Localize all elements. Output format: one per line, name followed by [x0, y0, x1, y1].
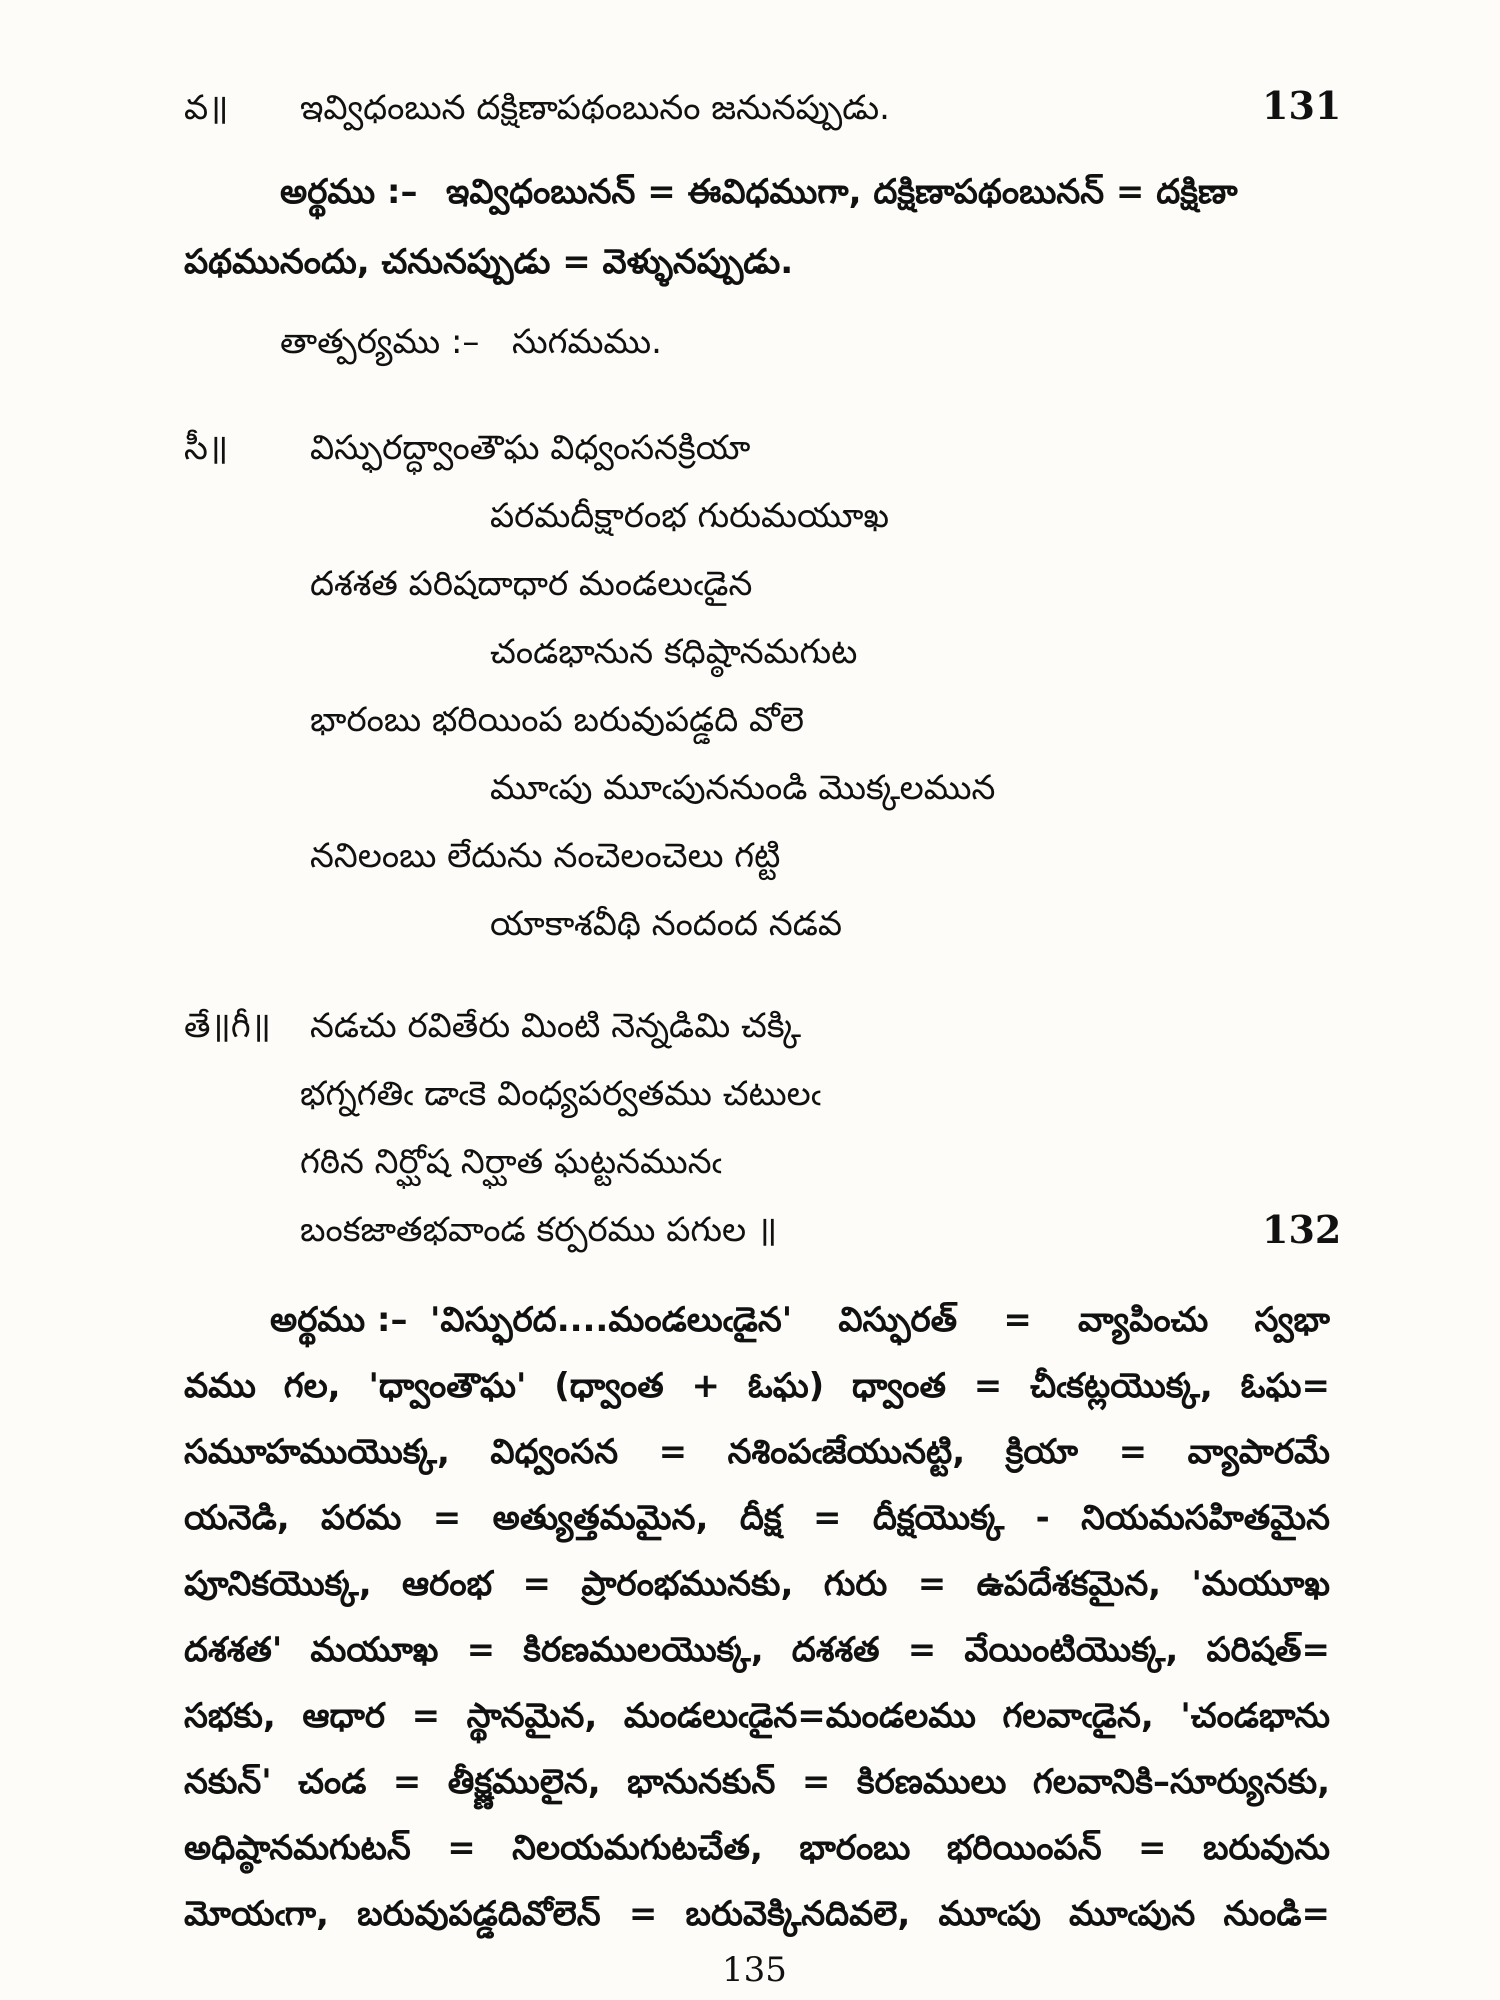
meaning-line-2-3: సమూహముయొక్క, విధ్వంసన = నశింపఁజేయునట్టి, క్రియా = వ్యాపారమే: [184, 1432, 1330, 1472]
vachana-text: ఇవ్విధంబున దక్షిణాపథంబునం జనునప్పుడు.: [300, 88, 890, 128]
verse-line-6: మూఁపు మూఁపుననుండి మొక్కలమున: [490, 768, 996, 808]
verse-number-131: 131: [1262, 83, 1342, 128]
teageeti-line-2: భగ్నగతిఁ డాఁకె వింధ్యపర్వతము చటులఁ: [300, 1074, 821, 1114]
page-number: 135: [722, 1950, 787, 1990]
teageeti-line-4: బంకజాతభవాండ కర్పరము పగుల ॥: [300, 1210, 778, 1250]
meaning-label-2: అర్థము :–: [270, 1300, 408, 1340]
meaning-line-2-10: మోయఁగా, బరువుపడ్డదివోలెన్ = బరువెక్కినదివలె, మూఁపు మూఁపున నుండి=: [184, 1894, 1330, 1934]
teageeti-marker: తే॥గీ॥: [184, 1006, 272, 1046]
tatparya-label: తాత్పర్యము :–: [280, 322, 480, 362]
verse-number-132: 132: [1262, 1207, 1342, 1252]
verse-line-5: భారంబు భరియింప బరువుపడ్డది వోలె: [310, 700, 804, 740]
vachana-marker: వ॥: [184, 88, 229, 128]
teageeti-line-1: నడచు రవితేరు మింటి నెన్నడిమి చక్కి: [310, 1006, 802, 1046]
tatparya-text: సుగమము.: [512, 322, 662, 362]
meaning-line-1-1: ఇవ్విధంబునన్ = ఈవిధముగా, దక్షిణాపథంబునన్ = దక్షిణా: [446, 172, 1238, 212]
verse-line-4: చండభానున కధిష్ఠానమగుట: [490, 632, 858, 672]
teageeti-line-3: గఠిన నిర్ఘోష నిర్ఘాత ఘట్టనమునఁ: [300, 1142, 722, 1182]
verse-line-7: ననిలంబు లేదును నంచెలంచెలు గట్టి: [310, 836, 781, 876]
meaning-line-1-2: పథమునందు, చనునప్పుడు = వెళ్ళునప్పుడు.: [184, 242, 794, 282]
verse-line-8: యాకాశవీథి నందంద నడవ: [490, 904, 843, 944]
meaning-line-2-4: యనెడి, పరమ = అత్యుత్తమమైన, దీక్ష = దీక్షయొక్క - నియమసహితమైన: [184, 1498, 1330, 1538]
meaning-label-1: అర్థము :–: [280, 172, 418, 212]
verse-line-1: విస్ఫురద్ధ్వాంతౌఘ విధ్వంసనక్రియా: [310, 428, 751, 468]
meaning-line-2-9: అధిష్ఠానమగుటన్ = నిలయమగుటచేత, భారంబు భరియింపన్ = బరువును: [184, 1828, 1330, 1868]
meaning-line-2-7: సభకు, ఆధార = స్థానమైన, మండలుఁడైన=మండలము గలవాఁడైన, 'చండభాను: [184, 1696, 1330, 1736]
meaning-line-2-5: పూనికయొక్క, ఆరంభ = ప్రారంభమునకు, గురు = ఉపదేశకమైన, 'మయూఖ: [184, 1564, 1330, 1604]
meaning-line-2-8: నకున్' చండ = తీక్ష్ణములైన, భానునకున్ = కిరణములు గలవానికి–సూర్యునకు,: [184, 1762, 1330, 1802]
seesa-marker: సీ॥: [184, 428, 229, 468]
verse-line-3: దశశత పరిషదాధార మండలుఁడైన: [310, 564, 753, 604]
verse-line-2: పరమదీక్షారంభ గురుమయూఖ: [490, 496, 890, 536]
meaning-line-2-2: వము గల, 'ధ్వాంతౌఘ' (ధ్వాంత + ఓఘ) ధ్వాంత = చీఁకట్లయొక్క, ఓఘ=: [184, 1366, 1330, 1406]
meaning-line-2-1: 'విస్ఫురద....మండలుఁడైన' విస్ఫురత్ = వ్యాపించు స్వభా: [430, 1300, 1330, 1340]
meaning-line-2-6: దశశత' మయూఖ = కిరణములయొక్క, దశశత = వేయింటియొక్క, పరిషత్=: [184, 1630, 1330, 1670]
